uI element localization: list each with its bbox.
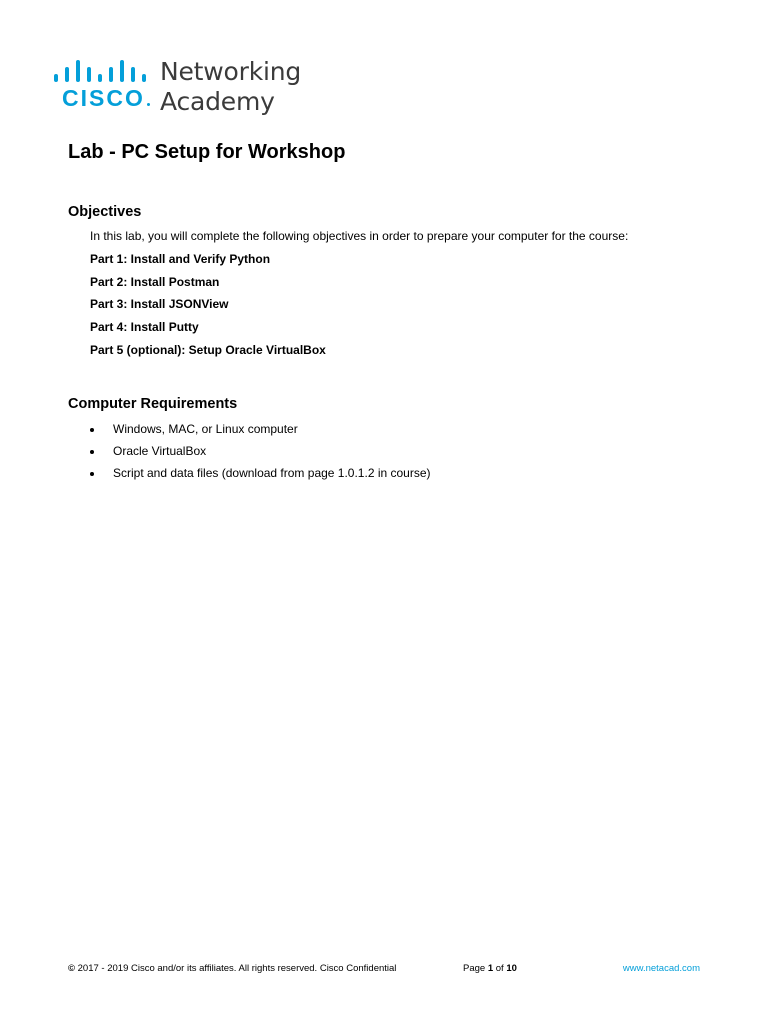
objective-part-3: Part 3: Install JSONView <box>90 297 229 311</box>
cisco-wordmark: CISCO <box>62 85 150 111</box>
cisco-bars-icon <box>54 60 146 82</box>
copyright-icon: © <box>68 963 75 974</box>
requirement-text: Windows, MAC, or Linux computer <box>113 422 298 436</box>
objective-part-2: Part 2: Install Postman <box>90 275 220 289</box>
requirement-text: Oracle VirtualBox <box>113 444 207 458</box>
objectives-heading: Objectives <box>68 204 142 220</box>
footer-netacad-link[interactable]: www.netacad.com <box>622 963 700 974</box>
footer-copyright: © 2017 - 2019 Cisco and/or its affiliates. All rights reserved. Cisco Confidential <box>68 963 397 974</box>
bullet-icon <box>90 450 94 454</box>
objective-part-4: Part 4: Install Putty <box>90 320 199 334</box>
bullet-icon <box>90 428 94 432</box>
requirement-text: Script and data files (download from page 1.0.1.2 in course) <box>113 466 431 480</box>
objective-part-5: Part 5 (optional): Setup Oracle VirtualBox <box>90 343 326 357</box>
cisco-networking-academy-logo <box>52 56 312 118</box>
logo-networking-text: Networking <box>160 57 302 86</box>
footer-page-number: Page 1 of 10 <box>463 963 517 974</box>
objectives-intro: In this lab, you will complete the following objectives in order to prepare your computer for the course: <box>90 229 629 243</box>
objective-part-1: Part 1: Install and Verify Python <box>90 252 271 266</box>
requirements-heading: Computer Requirements <box>68 396 238 412</box>
page-footer <box>68 963 704 979</box>
logo-academy-text: Academy <box>160 87 275 116</box>
bullet-icon <box>90 472 94 476</box>
document-title: Lab - PC Setup for Workshop <box>68 141 346 163</box>
